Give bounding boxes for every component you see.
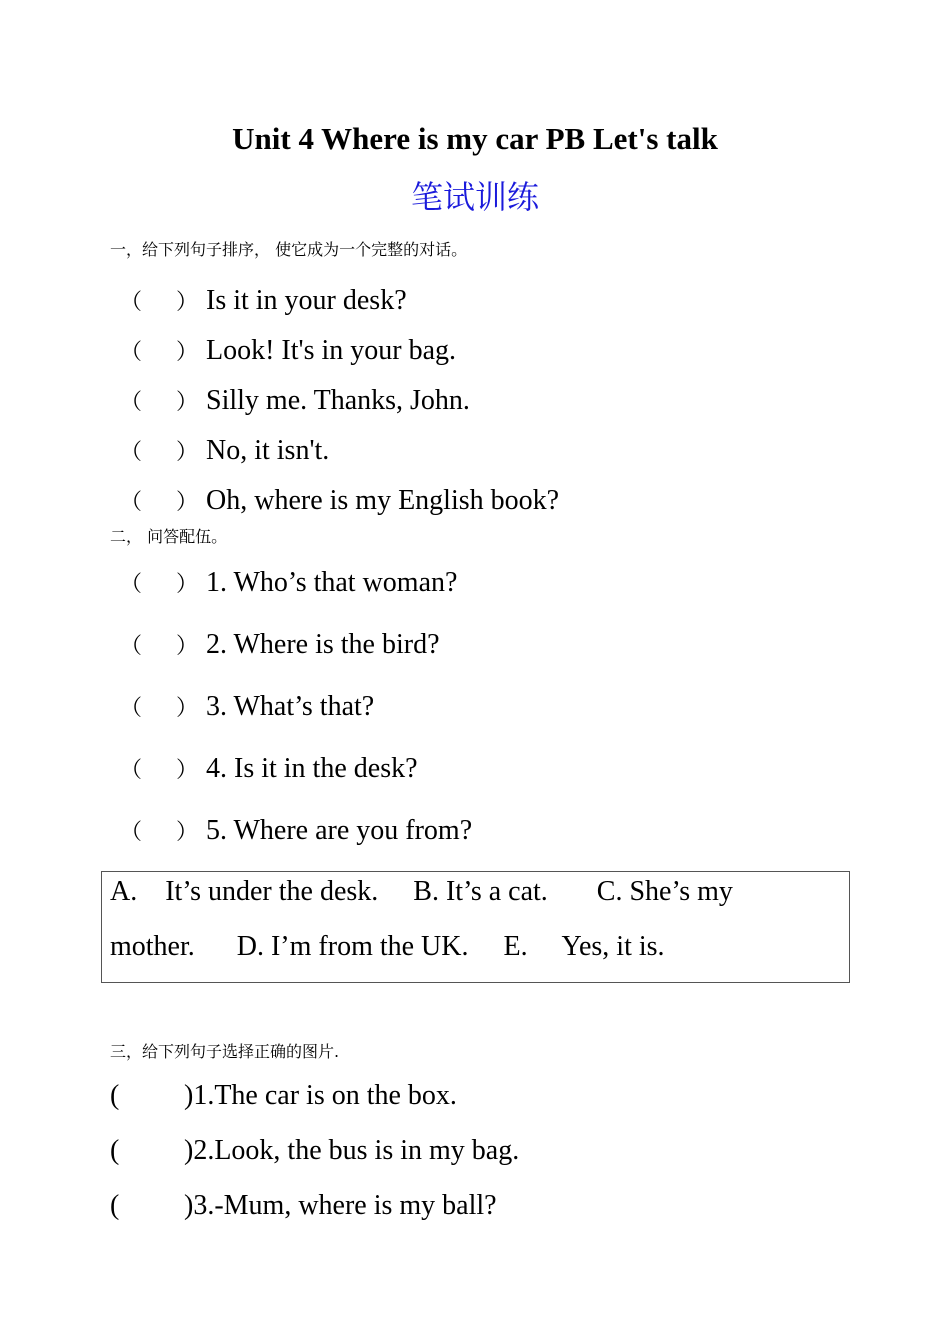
section3-item-text: 1.The car is on the box. [193, 1080, 457, 1111]
section1-item-text: Look! It's in your bag. [206, 335, 457, 366]
section1-item [120, 384, 470, 420]
answer-blank-close: ) [184, 1135, 194, 1166]
answer-blank-open: ( [110, 1080, 120, 1111]
answer-blank-open: （ [120, 758, 143, 783]
answer-blank-open: ( [110, 1135, 120, 1166]
section1-item [120, 484, 559, 520]
section3-item [110, 1079, 457, 1113]
answer-blank-open: （ [120, 390, 143, 415]
section3-item-text: 3.-Mum, where is my ball? [193, 1190, 497, 1221]
section2-item [120, 752, 418, 788]
answer-blank-open: （ [120, 820, 143, 845]
answer-blank-open: （ [120, 340, 143, 365]
section2-item-text: 3. What’s that? [206, 691, 375, 722]
answer-options-line1: A. It’s under the desk. B. It’s a cat. C. She’s my [110, 876, 733, 907]
section3-item [110, 1134, 519, 1168]
section1-item-text: Oh, where is my English book? [206, 485, 560, 516]
answer-blank-close: ） [176, 290, 199, 315]
answer-blank-close: ) [184, 1190, 194, 1221]
answer-blank-open: ( [110, 1190, 120, 1221]
answer-blank-close: ） [176, 572, 199, 597]
answer-blank-close: ) [184, 1080, 194, 1111]
answer-blank-close: ） [176, 696, 199, 721]
worksheet-subtitle: 笔试训练 [410, 178, 539, 216]
answer-blank-open: （ [120, 696, 143, 721]
answer-blank-open: （ [120, 490, 143, 515]
section2-item-text: 5. Where are you from? [206, 815, 473, 846]
section1-item [120, 334, 456, 370]
section1-heading: 一，给下列句子排序， 使它成为一个完整的对话。 [110, 240, 468, 259]
answer-blank-open: （ [120, 634, 143, 659]
section1-item-text: Silly me. Thanks, John. [206, 385, 470, 416]
answer-blank-open: （ [120, 440, 143, 465]
section2-item [120, 814, 472, 850]
section1-item-text: No, it isn't. [206, 435, 330, 466]
section2-item-text: 4. Is it in the desk? [206, 753, 418, 784]
answer-blank-close: ） [176, 634, 199, 659]
answer-blank-close: ） [176, 340, 199, 365]
section3-item [110, 1189, 497, 1223]
section2-heading: 二， 问答配伍。 [110, 527, 228, 546]
answer-options-line2: mother. D. I’m from the UK. E. Yes, it is. [110, 931, 665, 962]
answer-blank-close: ） [176, 440, 199, 465]
section2-item-text: 1. Who’s that woman? [206, 567, 458, 598]
answer-blank-open: （ [120, 572, 143, 597]
section1-item [120, 284, 407, 320]
answer-blank-close: ） [176, 758, 199, 783]
section2-item [120, 566, 457, 602]
answer-blank-close: ） [176, 820, 199, 845]
section2-item [120, 690, 374, 726]
section2-item [120, 628, 440, 664]
section1-item-text: Is it in your desk? [206, 285, 407, 316]
section2-item-text: 2. Where is the bird? [206, 629, 440, 660]
section1-item [120, 434, 329, 470]
section3-item-text: 2.Look, the bus is in my bag. [193, 1135, 520, 1166]
answer-blank-open: （ [120, 290, 143, 315]
worksheet-title: Unit 4 Where is my car PB Let's talk [232, 121, 718, 156]
answer-blank-close: ） [176, 390, 199, 415]
section3-heading: 三，给下列句子选择正确的图片. [110, 1042, 340, 1061]
answer-blank-close: ） [176, 490, 199, 515]
